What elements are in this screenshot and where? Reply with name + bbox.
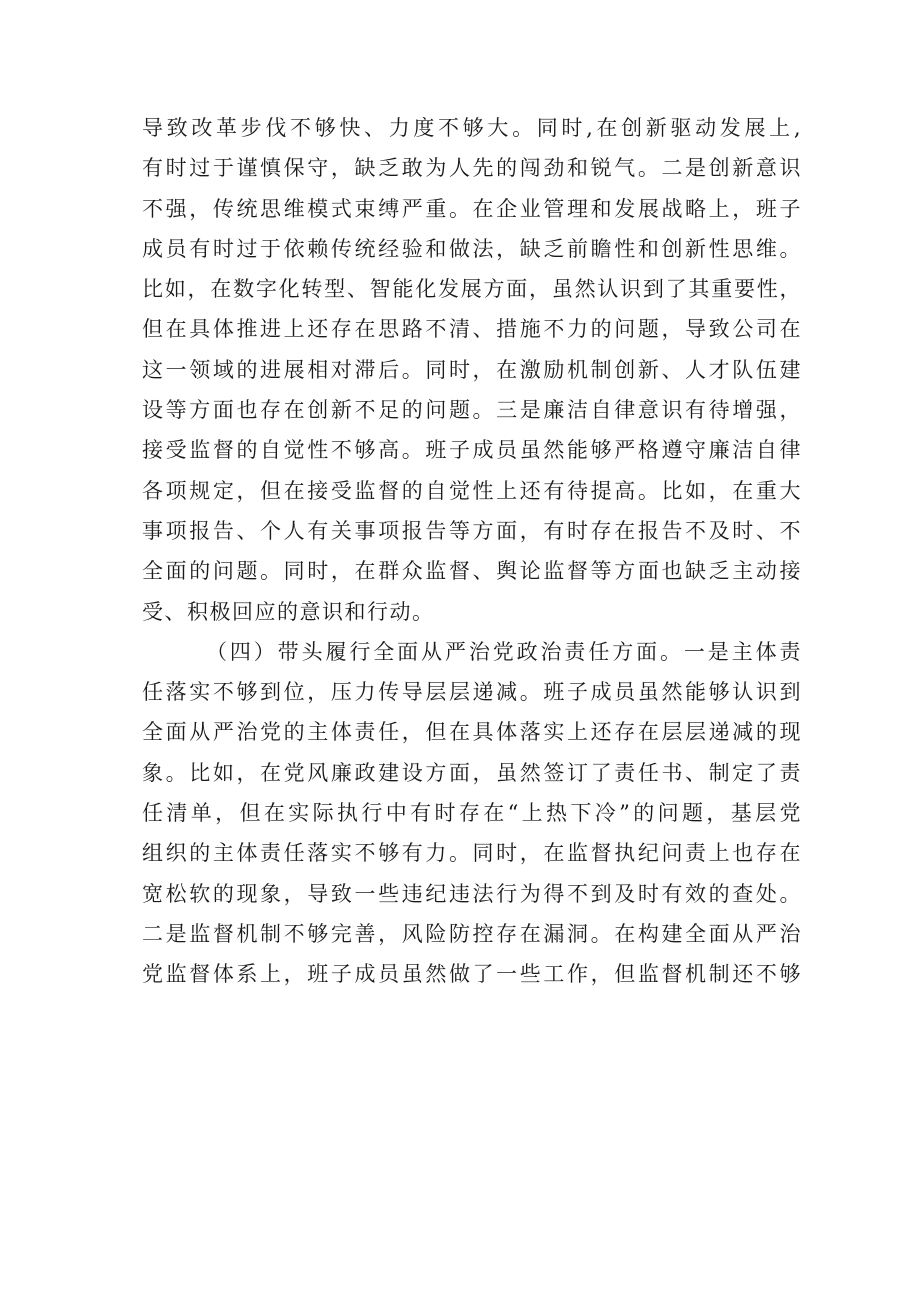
text-line: 党监督体系上，班子成员虽然做了一些工作，但监督机制还不够 (142, 962, 802, 987)
text-line: 任清单，但在实际执行中有时存在“上热下冷”的问题，基层党 (142, 801, 802, 826)
document-body (142, 108, 802, 995)
text-line: 全面从严治党的主体责任，但在具体落实上还存在层层递减的现 (142, 720, 802, 745)
text-line: 象。比如，在党风廉政建设方面，虽然签订了责任书、制定了责 (142, 760, 802, 785)
text-line: 事项报告、个人有关事项报告等方面，有时存在报告不及时、不 (142, 518, 802, 543)
text-line: 宽松软的现象，导致一些违纪违法行为得不到及时有效的查处。 (142, 881, 802, 906)
text-line: 二是监督机制不够完善，风险防控存在漏洞。在构建全面从严治 (142, 921, 802, 946)
paragraph-1 (142, 108, 802, 632)
text-line: 不强，传统思维模式束缚严重。在企业管理和发展战略上，班子 (142, 196, 802, 221)
text-line: 各项规定，但在接受监督的自觉性上还有待提高。比如，在重大 (142, 478, 802, 503)
text-line: 设等方面也存在创新不足的问题。三是廉洁自律意识有待增强， (142, 398, 802, 423)
text-line: 全面的问题。同时，在群众监督、舆论监督等方面也缺乏主动接 (142, 559, 802, 584)
text-line: 任落实不够到位，压力传导层层递减。班子成员虽然能够认识到 (142, 680, 802, 705)
text-line: 但在具体推进上还存在思路不清、措施不力的问题，导致公司在 (142, 317, 802, 342)
text-line: 成员有时过于依赖传统经验和做法，缺乏前瞻性和创新性思维。 (142, 236, 802, 261)
text-line: 接受监督的自觉性不够高。班子成员虽然能够严格遵守廉洁自律 (142, 438, 802, 463)
text-line: 受、积极回应的意识和行动。 (142, 599, 435, 624)
section-heading-line: （四）带头履行全面从严治党政治责任方面。一是主体责 (206, 639, 802, 664)
paragraph-2 (142, 632, 802, 995)
text-line: 这一领域的进展相对滞后。同时，在激励机制创新、人才队伍建 (142, 357, 802, 382)
text-line: 有时过于谨慎保守，缺乏敢为人先的闯劲和锐气。二是创新意识 (142, 156, 802, 181)
text-line: 导致改革步伐不够快、力度不够大。同时,在创新驱动发展上, (142, 116, 802, 140)
text-line: 组织的主体责任落实不够有力。同时，在监督执纪问责上也存在 (142, 841, 802, 866)
text-line: 比如，在数字化转型、智能化发展方面，虽然认识到了其重要性， (142, 277, 802, 302)
